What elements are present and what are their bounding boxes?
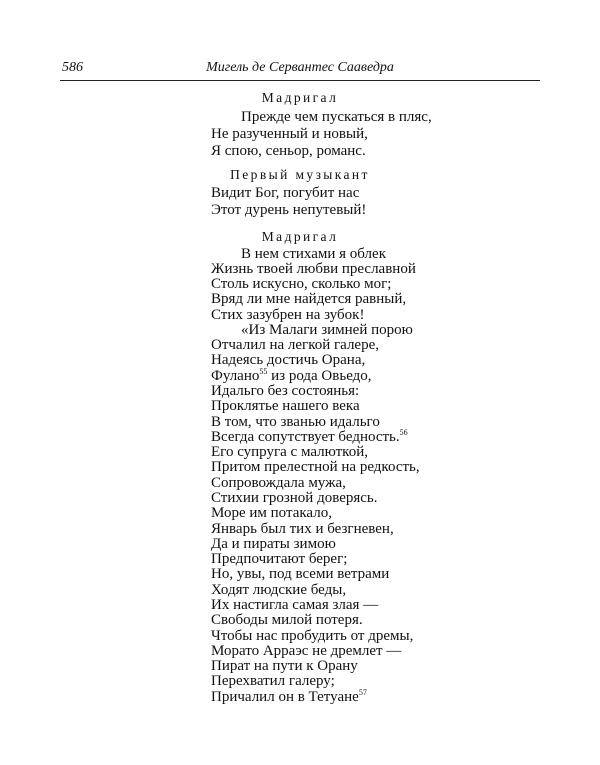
verse-text: Но, увы, под всеми ветрами <box>211 566 390 583</box>
verse-text: Надеясь достичь Орана, <box>211 352 366 369</box>
verse-line <box>211 659 420 674</box>
verse-line <box>211 366 420 384</box>
verse-text: Его супруга с малюткой, <box>211 444 368 461</box>
verse-text: Проклятье нашего века <box>211 398 360 415</box>
verse-line <box>211 143 432 160</box>
verse-text: Ходят людские беды, <box>211 581 347 598</box>
verse-line <box>211 491 420 506</box>
verse-text: Не разученный и новый, <box>211 125 368 142</box>
verse-text: В том, что званью идальго <box>211 413 380 430</box>
verse-text: Всегда сопутствует бедность. <box>211 428 400 445</box>
section-heading: Мадригал <box>261 229 339 244</box>
verse-line <box>211 598 420 613</box>
verse-line <box>211 427 420 445</box>
header-rule <box>60 80 540 81</box>
verse-line <box>211 460 420 475</box>
verse-line <box>211 506 420 521</box>
verse-line <box>211 399 420 414</box>
verse-line <box>211 109 432 126</box>
verse-text: Жизнь твоей любви преславной <box>211 260 416 277</box>
verse-text: Я спою, сеньор, романс. <box>211 143 366 160</box>
verse-line <box>211 613 420 628</box>
section-heading: Первый музыкант <box>230 167 370 182</box>
verse-text: «Из Малаги зимней порою <box>241 321 413 338</box>
verse-text: Стих зазубрен на зубок! <box>211 306 365 323</box>
verse-text: из рода Овьедо, <box>267 367 372 384</box>
verse-line <box>211 247 420 262</box>
verse-line <box>211 202 366 219</box>
verse-text: Морато Арраэс не дремлет — <box>211 642 402 659</box>
verse-text: Их настигла самая злая — <box>211 596 379 613</box>
verse-line <box>211 262 420 277</box>
verse-text: Видит Бог, погубит нас <box>211 184 360 201</box>
verse-stanza <box>211 247 420 705</box>
verse-line <box>211 583 420 598</box>
verse-text: Вряд ли мне найдется равный, <box>211 291 407 308</box>
verse-text: Идальго без состоянья: <box>211 383 360 400</box>
verse-text: В нем стихами я облек <box>241 245 386 262</box>
verse-line <box>211 338 420 353</box>
verse-text: Предпочитают берег; <box>211 551 348 568</box>
verse-text: Перехватил галеру; <box>211 673 335 690</box>
verse-line <box>211 292 420 307</box>
verse-line <box>211 445 420 460</box>
verse-stanza <box>211 109 432 161</box>
verse-text: Свободы милой потеря. <box>211 612 363 629</box>
verse-text: Январь был тих и безгневен, <box>211 520 394 537</box>
page-number: 586 <box>62 60 83 75</box>
verse-line <box>211 687 420 705</box>
verse-text: Прежде чем пускаться в пляс, <box>241 108 432 125</box>
verse-line <box>211 126 432 143</box>
verse-line <box>211 277 420 292</box>
footnote-ref: 56 <box>399 427 408 437</box>
footnote-ref: 57 <box>358 687 367 697</box>
verse-line <box>211 185 366 202</box>
footnote-ref: 55 <box>259 366 268 376</box>
verse-line <box>211 476 420 491</box>
verse-text: Чтобы нас пробудить от дремы, <box>211 627 414 644</box>
running-title: Мигель де Сервантес Сааведра <box>206 60 394 75</box>
verse-text: Причалил он в Тетуане <box>211 688 359 705</box>
verse-line <box>211 415 420 430</box>
section-heading: Мадригал <box>261 90 339 105</box>
verse-line <box>211 629 420 644</box>
verse-line <box>211 552 420 567</box>
verse-line <box>211 674 420 689</box>
verse-text: Притом прелестной на редкость, <box>211 459 420 476</box>
verse-line <box>211 308 420 323</box>
verse-line <box>211 567 420 582</box>
verse-line <box>211 353 420 368</box>
verse-stanza <box>211 185 366 220</box>
verse-line <box>211 644 420 659</box>
verse-text: Сопровождала мужа, <box>211 474 346 491</box>
verse-line <box>211 537 420 552</box>
verse-text: Столь искусно, сколько мог; <box>211 276 392 293</box>
verse-text: Фулано <box>211 367 260 384</box>
verse-line <box>211 522 420 537</box>
verse-text: Отчалил на легкой галере, <box>211 337 379 354</box>
verse-text: Пират на пути к Орану <box>211 658 358 675</box>
verse-text: Этот дурень непутевый! <box>211 201 367 218</box>
verse-text: Море им потакало, <box>211 505 332 522</box>
verse-text: Стихии грозной доверясь. <box>211 490 378 506</box>
verse-line <box>211 384 420 399</box>
verse-line <box>211 323 420 338</box>
verse-text: Да и пираты зимою <box>211 535 336 552</box>
